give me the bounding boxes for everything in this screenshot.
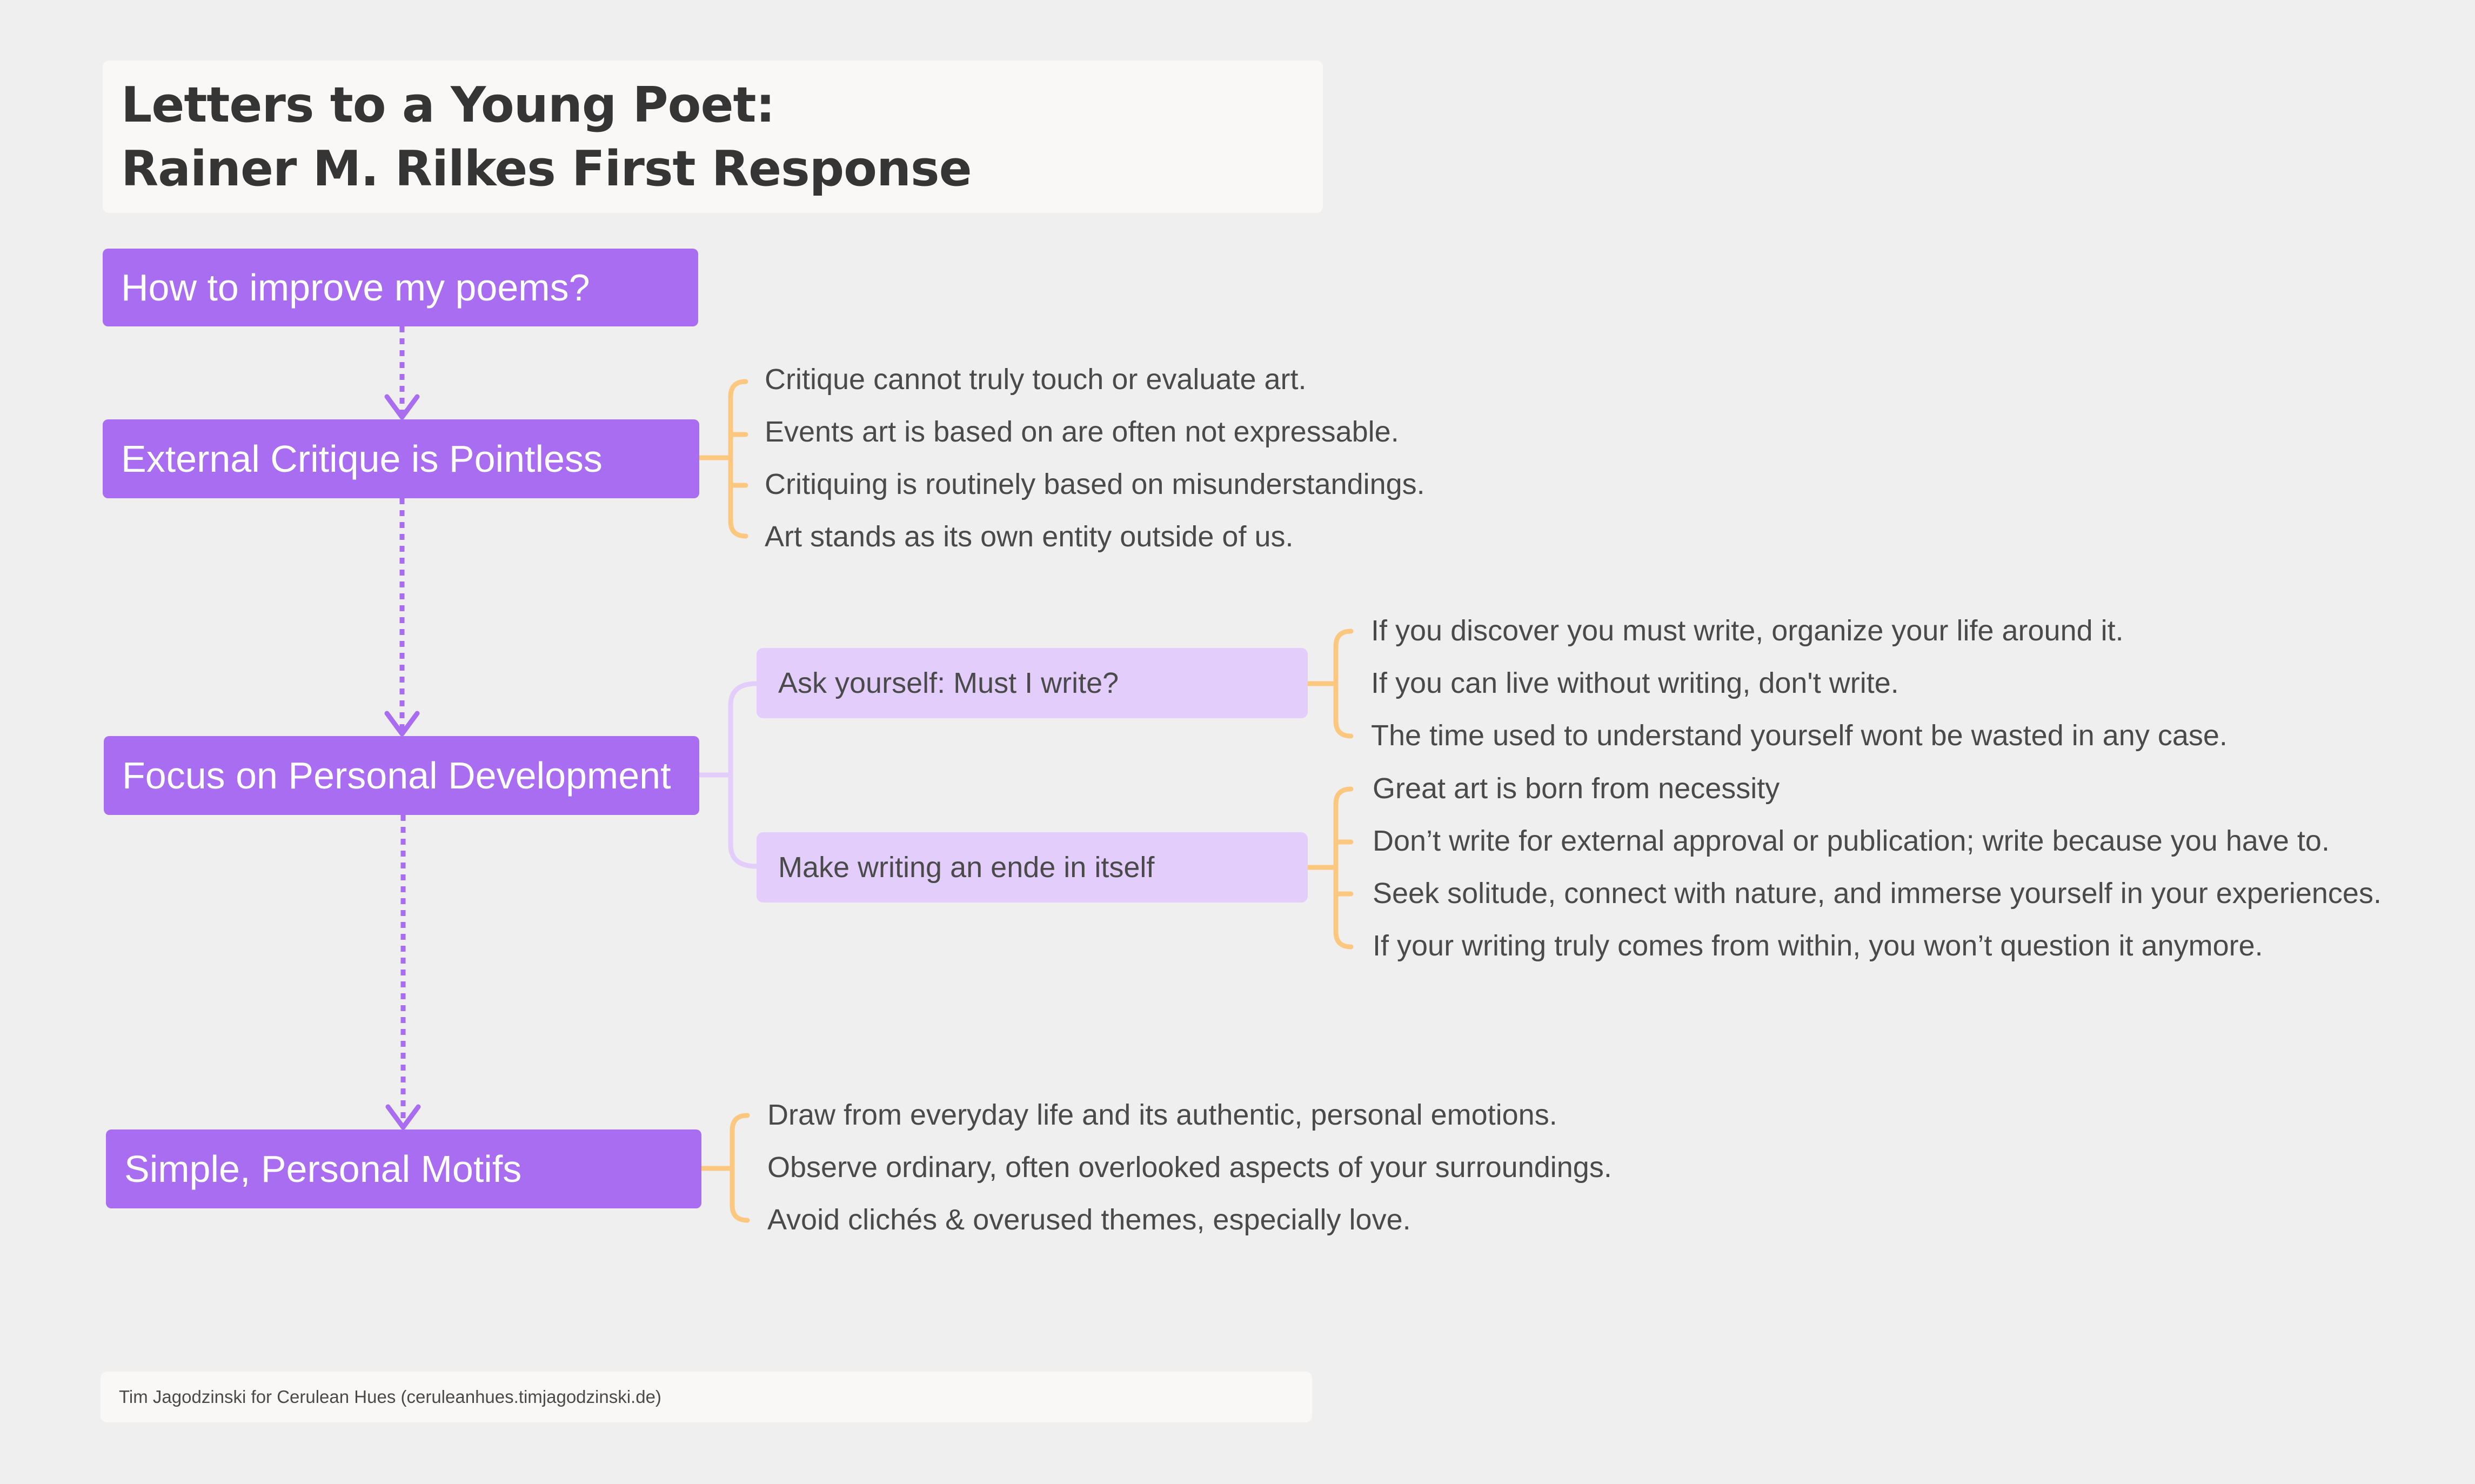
motif-point: Draw from everyday life and its authentic, personal emotions. xyxy=(767,1099,1557,1131)
title-line-2: Rainer M. Rilkes First Response xyxy=(121,141,972,197)
end-point: Don’t write for external approval or publication; write because you have to. xyxy=(1373,825,2330,857)
node-simple-motifs[interactable]: Simple, Personal Motifs xyxy=(106,1129,701,1208)
node-external-critique[interactable]: External Critique is Pointless xyxy=(103,419,699,498)
bracket-development xyxy=(699,684,757,866)
motif-point: Avoid clichés & overused themes, especially love. xyxy=(767,1204,1411,1236)
title-box xyxy=(103,61,1323,213)
bracket-motifs xyxy=(701,1115,747,1220)
end-point: Seek solitude, connect with nature, and immerse yourself in your experiences. xyxy=(1373,877,2382,910)
bracket-ask xyxy=(1308,631,1351,736)
subnode-writing-as-end[interactable]: Make writing an ende in itself xyxy=(757,832,1308,903)
footer xyxy=(101,1372,1312,1422)
critique-point: Critique cannot truly touch or evaluate art. xyxy=(765,363,1307,396)
subnode-ask-yourself[interactable]: Ask yourself: Must I write? xyxy=(757,648,1308,718)
title-line-1: Letters to a Young Poet: xyxy=(121,77,775,133)
node-question[interactable]: How to improve my poems? xyxy=(103,249,698,326)
ask-point: If you can live without writing, don't write. xyxy=(1371,667,1899,699)
bracket-critique xyxy=(699,382,746,536)
motif-point: Observe ordinary, often overlooked aspects of your surroundings. xyxy=(767,1151,1612,1184)
end-point: Great art is born from necessity xyxy=(1373,772,1780,805)
ask-point: If you discover you must write, organize your life around it. xyxy=(1371,614,2124,647)
critique-point: Art stands as its own entity outside of us. xyxy=(765,520,1294,553)
bracket-end xyxy=(1308,789,1351,947)
end-point: If your writing truly comes from within, you won’t question it anymore. xyxy=(1373,930,2263,962)
critique-point: Critiquing is routinely based on misunderstandings. xyxy=(765,468,1425,500)
ask-point: The time used to understand yourself wont be wasted in any case. xyxy=(1371,719,2228,752)
footer-credit: Tim Jagodzinski for Cerulean Hues (ceruleanhues.timjagodzinski.de) xyxy=(119,1387,661,1407)
critique-point: Events art is based on are often not expressable. xyxy=(765,416,1399,448)
node-personal-development[interactable]: Focus on Personal Development xyxy=(104,736,699,815)
